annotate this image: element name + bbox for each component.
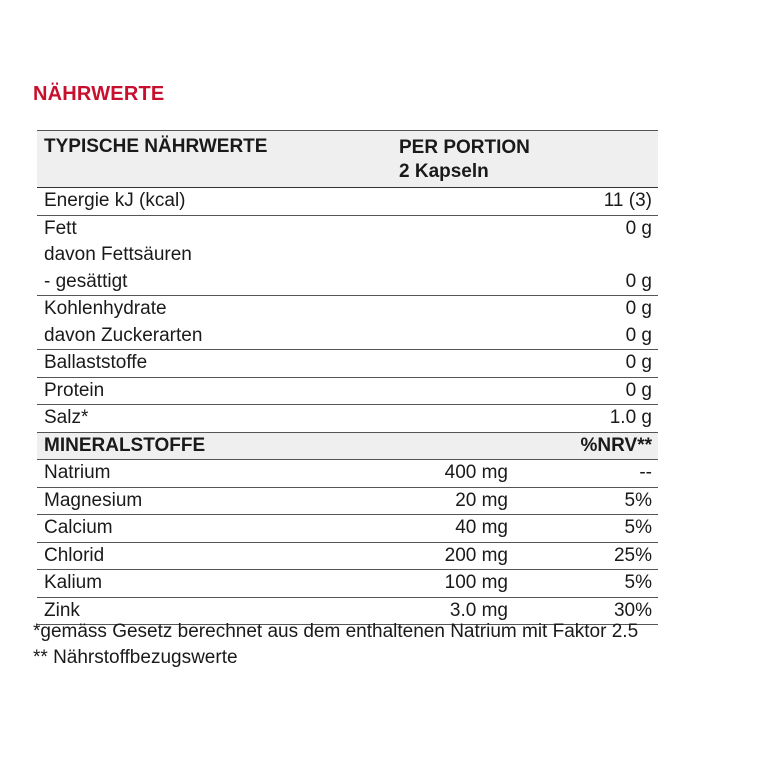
footnotes <box>33 619 638 671</box>
header-typical-values: TYPISCHE NÄHRWERTE <box>44 136 268 157</box>
footnote-nrv: ** Nährstoffbezugswerte <box>33 647 238 668</box>
nutrient-row-salt <box>37 405 658 433</box>
mineral-label: Natrium <box>44 462 111 483</box>
nutrient-value: 0 g <box>625 298 652 319</box>
nutrient-label: davon Zuckerarten <box>44 324 203 346</box>
nutrient-label: davon Fettsäuren <box>44 244 192 265</box>
nutrient-label: - gesättigt <box>44 270 128 292</box>
mineral-nrv: 5% <box>624 489 652 511</box>
mineral-nrv: -- <box>639 462 652 483</box>
nutrition-table <box>37 130 658 625</box>
nutrient-label: Kohlenhydrate <box>44 298 167 319</box>
nutrient-value: 0 g <box>625 352 652 373</box>
mineral-row <box>37 570 658 598</box>
nutrient-row-fat <box>37 216 658 297</box>
mineral-amount: 400 mg <box>444 462 508 483</box>
mineral-row <box>37 515 658 543</box>
nutrient-label: Ballaststoffe <box>44 352 148 373</box>
nutrient-row-fiber <box>37 350 658 378</box>
mineral-amount: 40 mg <box>455 517 508 538</box>
nutrient-value: 1.0 g <box>609 407 652 428</box>
nutrient-label: Fett <box>44 217 77 239</box>
mineral-amount: 20 mg <box>455 489 508 511</box>
mineral-label: Calcium <box>44 517 113 538</box>
table-header <box>37 130 658 188</box>
nutrient-value: 0 g <box>625 379 652 401</box>
nutrient-row-carbohydrates <box>37 296 658 350</box>
mineral-label: Zink <box>44 599 80 621</box>
section-title: NÄHRWERTE <box>33 83 165 105</box>
nutrient-row-energy <box>37 188 658 216</box>
mineral-nrv: 25% <box>613 544 652 566</box>
nutrient-value: 0 g <box>625 270 652 292</box>
mineral-label: Chlorid <box>44 544 105 566</box>
minerals-header <box>37 433 658 461</box>
mineral-row <box>37 460 658 488</box>
header-per-portion <box>399 136 530 184</box>
header-per-portion-label: PER PORTION <box>399 137 530 158</box>
mineral-label: Kalium <box>44 572 103 593</box>
nutrient-value: 11 (3) <box>603 190 652 211</box>
nutrient-row-protein <box>37 378 658 406</box>
mineral-nrv: 30% <box>613 599 652 621</box>
nutrient-label: Protein <box>44 379 105 401</box>
header-portion-size: 2 Kapseln <box>399 161 489 182</box>
nutrient-value: 0 g <box>625 217 652 239</box>
mineral-row <box>37 543 658 571</box>
minerals-header-label: MINERALSTOFFE <box>44 434 206 456</box>
mineral-amount: 200 mg <box>444 544 508 566</box>
mineral-row <box>37 488 658 516</box>
mineral-amount: 100 mg <box>444 572 508 593</box>
mineral-nrv: 5% <box>624 517 652 538</box>
mineral-label: Magnesium <box>44 489 143 511</box>
nutrient-label: Energie kJ (kcal) <box>44 190 186 211</box>
mineral-amount: 3.0 mg <box>449 599 508 621</box>
mineral-nrv: 5% <box>624 572 652 593</box>
minerals-header-nrv: %NRV** <box>580 434 652 456</box>
nutrient-value: 0 g <box>625 324 652 346</box>
nutrient-label: Salz* <box>44 407 89 428</box>
footnote-salt: *gemäss Gesetz berechnet aus dem enthaltenen Natrium mit Faktor 2.5 <box>33 621 639 642</box>
